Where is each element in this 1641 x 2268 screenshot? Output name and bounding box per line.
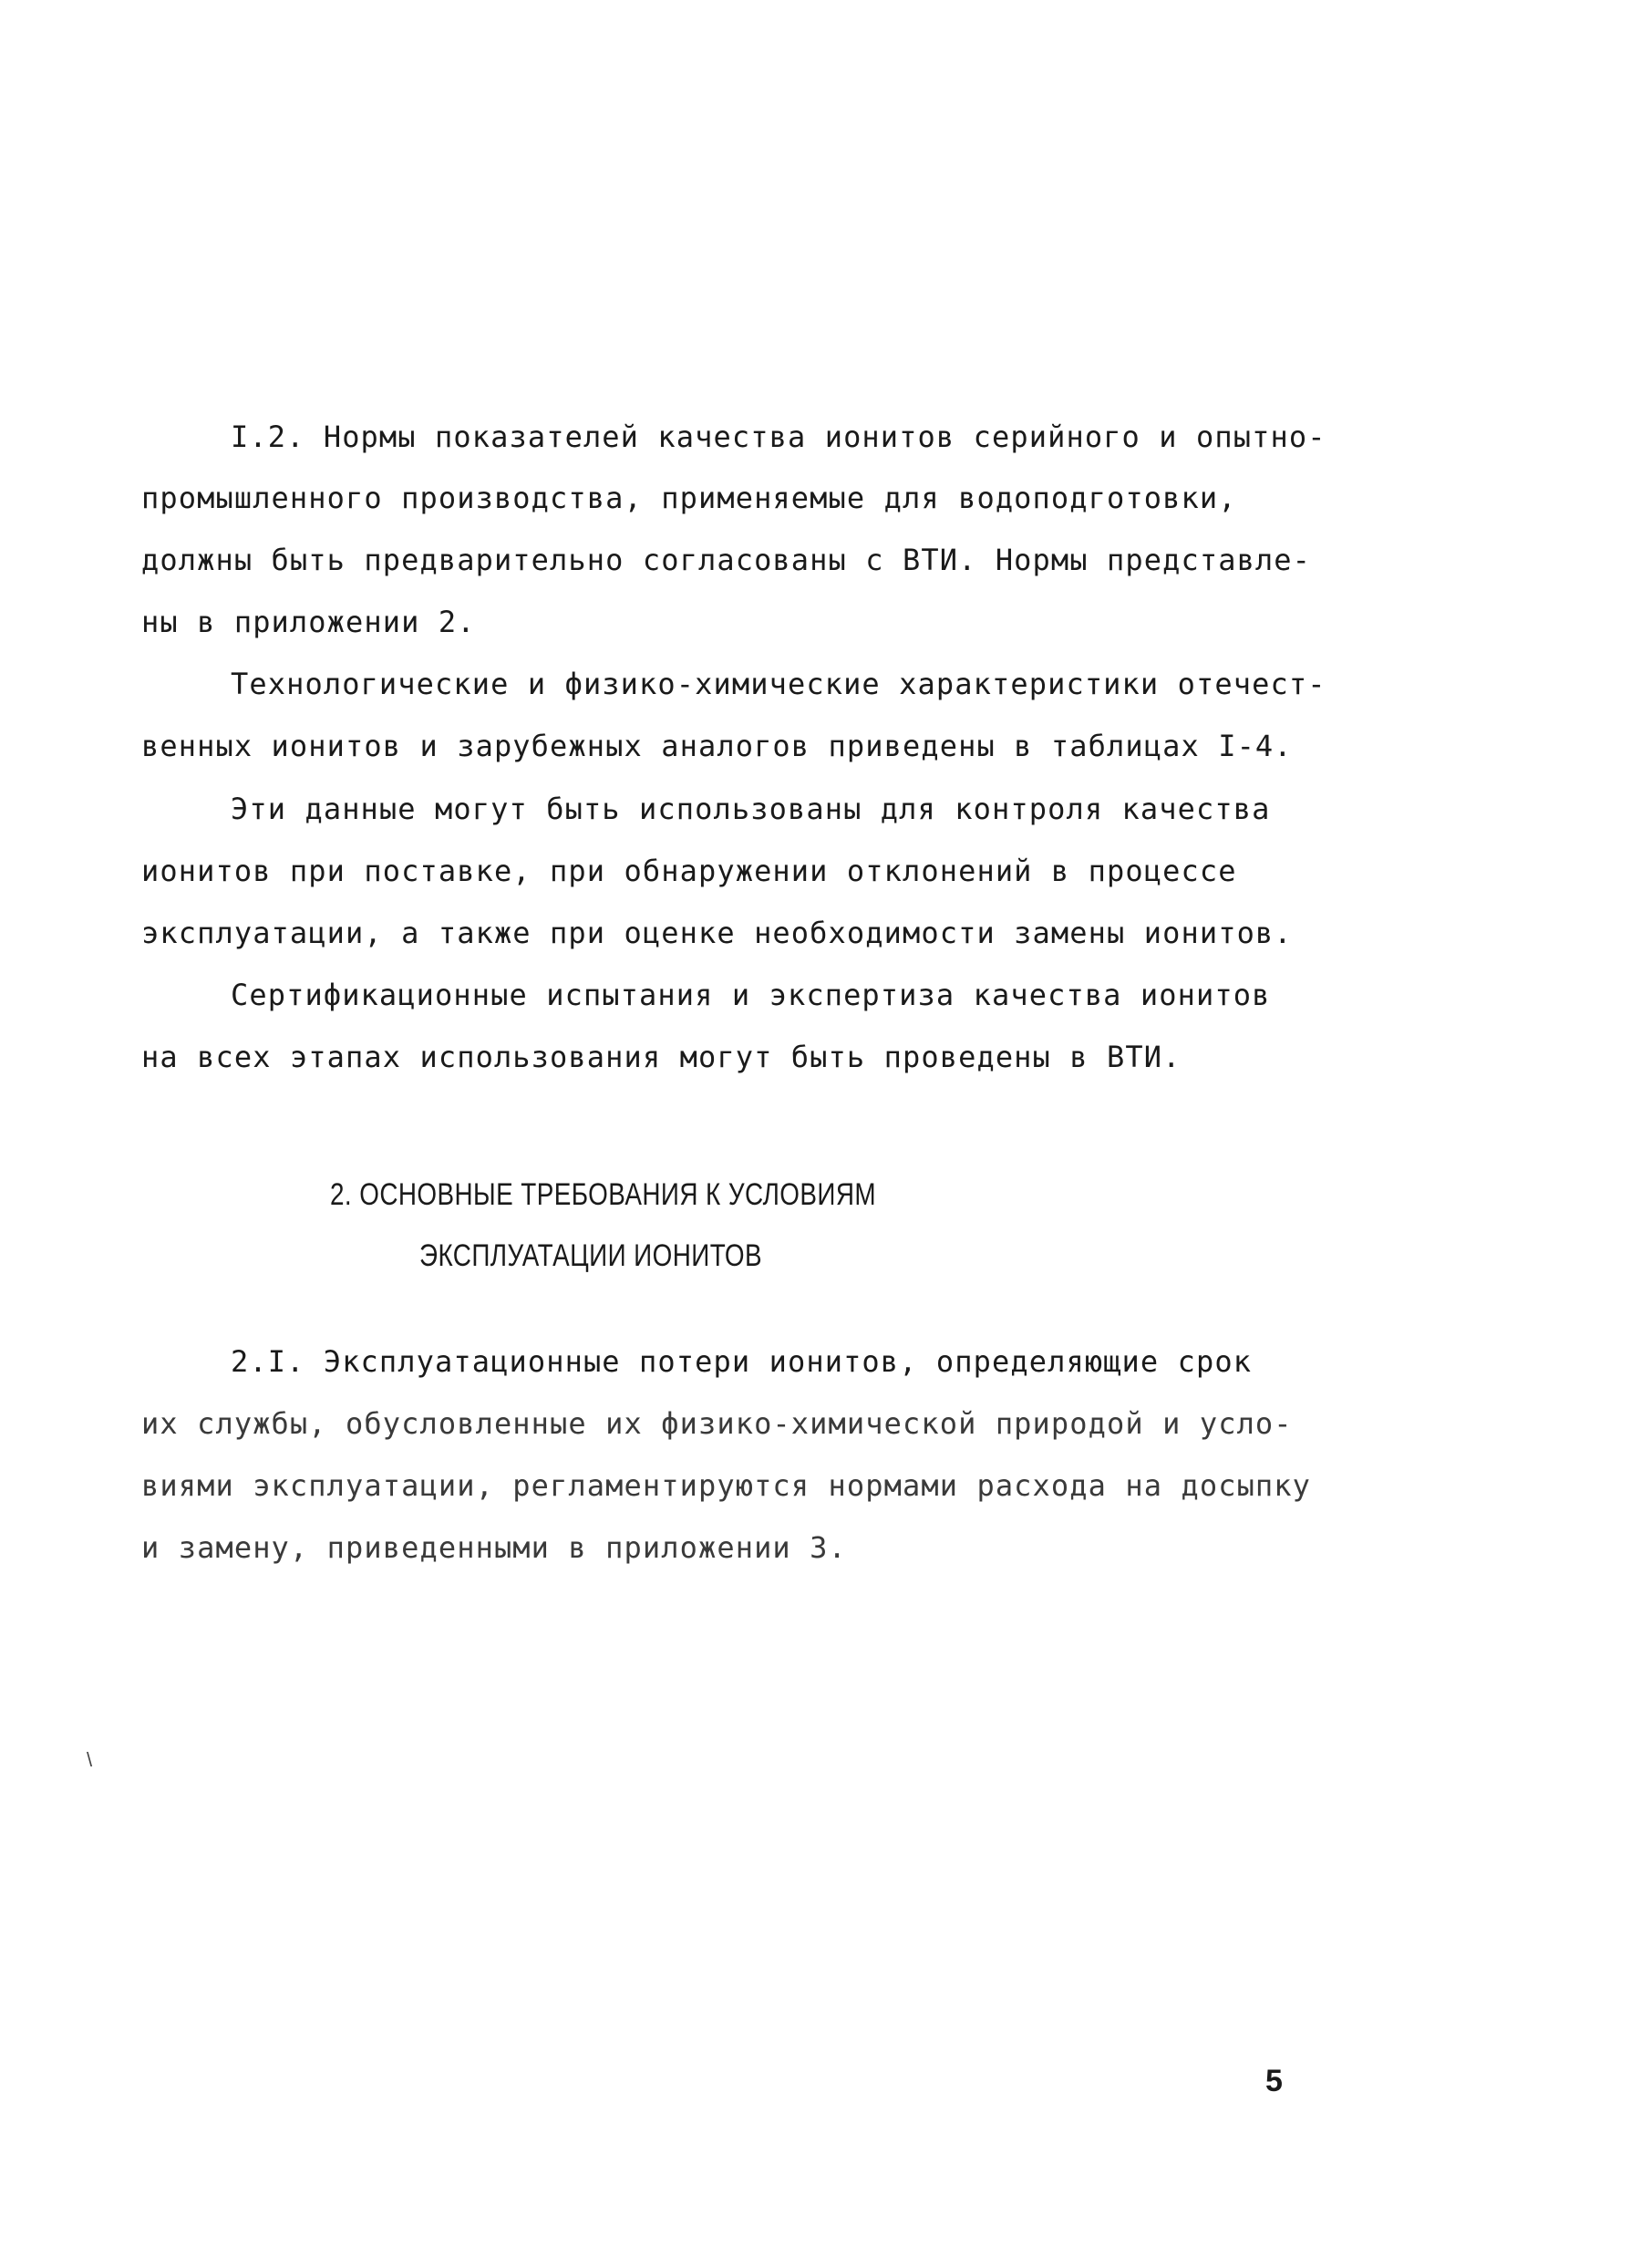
text-line: ны в приложении 2. [141,605,476,639]
text-line: Эти данные могут быть использованы для контроля качества [231,792,1271,826]
text-line: 2.I. Эксплуатационные потери ионитов, определяющие срок [231,1344,1253,1379]
page-number: 5 [1265,2064,1283,2098]
stray-mark: \ [87,1748,93,1771]
text-line: виями эксплуатации, регламентируются нормами расхода на досыпку [141,1468,1312,1503]
text-line: и замену, приведенными в приложении 3. [141,1530,847,1565]
text-line: на всех этапах использования могут быть проведены в ВТИ. [141,1040,1182,1074]
text-line: Сертификационные испытания и экспертиза качества ионитов [231,978,1271,1012]
text-line: эксплуатации, а также при оценке необходимости замены ионитов. [141,916,1293,950]
text-line: I.2. Нормы показателей качества ионитов серийного и опытно- [231,419,1326,454]
text-line: промышленного производства, применяемые для водоподготовки, [141,481,1237,515]
text-line: должны быть предварительно согласованы с ВТИ. Нормы представле- [141,543,1312,577]
text-line: их службы, обусловленные их физико-химической природой и усло- [141,1406,1293,1441]
text-line: венных ионитов и зарубежных аналогов приведены в таблицах I-4. [141,729,1293,763]
text-line: ионитов при поставке, при обнаружении отклонений в процессе [141,854,1237,888]
text-line: Технологические и физико-химические характеристики отечест- [231,667,1326,701]
section-heading: ЭКСПЛУАТАЦИИ ИОНИТОВ [419,1238,763,1273]
section-heading: 2. ОСНОВНЫЕ ТРЕБОВАНИЯ К УСЛОВИЯМ [330,1177,877,1212]
